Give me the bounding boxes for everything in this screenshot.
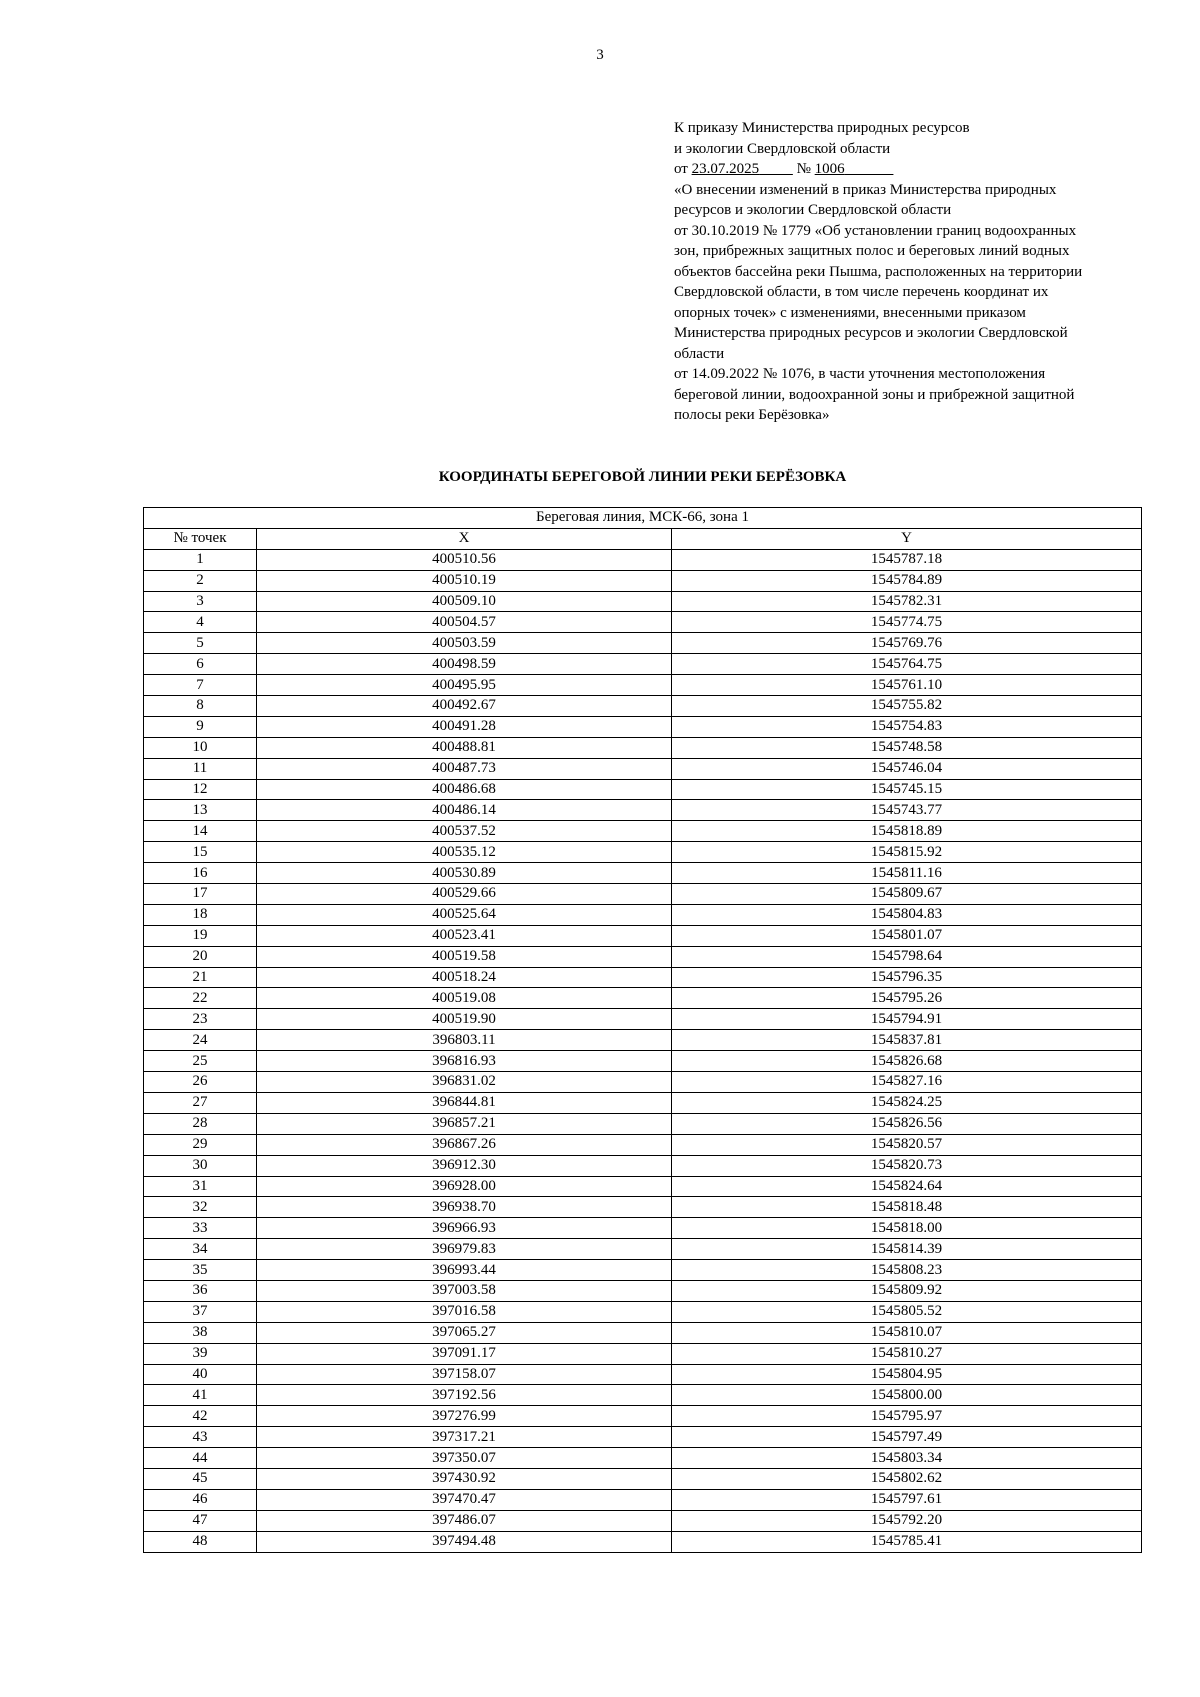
y-cell: 1545820.73 (672, 1155, 1142, 1176)
table-row (144, 1197, 1142, 1218)
y-cell: 1545764.75 (672, 654, 1142, 675)
y-cell: 1545818.00 (672, 1218, 1142, 1239)
x-cell: 400509.10 (257, 591, 672, 612)
x-cell: 397091.17 (257, 1343, 672, 1364)
table-row (144, 1531, 1142, 1552)
y-cell: 1545809.92 (672, 1280, 1142, 1301)
x-cell: 396803.11 (257, 1030, 672, 1051)
y-cell: 1545754.83 (672, 716, 1142, 737)
table-row (144, 633, 1142, 654)
y-cell: 1545801.07 (672, 925, 1142, 946)
point-number-cell: 21 (144, 967, 257, 988)
point-number-cell: 4 (144, 612, 257, 633)
table-row (144, 1092, 1142, 1113)
table-row (144, 1051, 1142, 1072)
x-cell: 397317.21 (257, 1427, 672, 1448)
x-cell: 400504.57 (257, 612, 672, 633)
x-cell: 400519.58 (257, 946, 672, 967)
point-number-cell: 38 (144, 1322, 257, 1343)
x-cell: 397276.99 (257, 1406, 672, 1427)
y-cell: 1545795.97 (672, 1406, 1142, 1427)
table-row (144, 1406, 1142, 1427)
y-cell: 1545797.61 (672, 1489, 1142, 1510)
table-row (144, 1343, 1142, 1364)
x-cell: 397065.27 (257, 1322, 672, 1343)
y-cell: 1545810.27 (672, 1343, 1142, 1364)
table-row (144, 946, 1142, 967)
point-number-cell: 42 (144, 1406, 257, 1427)
table-row (144, 779, 1142, 800)
point-number-cell: 41 (144, 1385, 257, 1406)
y-cell: 1545797.49 (672, 1427, 1142, 1448)
x-cell: 396979.83 (257, 1239, 672, 1260)
point-number-cell: 18 (144, 904, 257, 925)
point-number-cell: 28 (144, 1113, 257, 1134)
y-cell: 1545814.39 (672, 1239, 1142, 1260)
point-number-cell: 35 (144, 1260, 257, 1281)
point-number-cell: 6 (144, 654, 257, 675)
y-cell: 1545787.18 (672, 549, 1142, 570)
approval-body (674, 180, 1134, 426)
point-number-cell: 39 (144, 1343, 257, 1364)
x-cell: 400523.41 (257, 925, 672, 946)
point-number-cell: 15 (144, 842, 257, 863)
point-number-cell: 3 (144, 591, 257, 612)
approval-body-line: береговой линии, водоохранной зоны и прибрежной защитной (674, 386, 1075, 403)
table-row (144, 1260, 1142, 1281)
y-cell: 1545794.91 (672, 1009, 1142, 1030)
y-cell: 1545810.07 (672, 1322, 1142, 1343)
table-row (144, 1009, 1142, 1030)
point-number-cell: 44 (144, 1448, 257, 1469)
y-cell: 1545748.58 (672, 737, 1142, 758)
table-row (144, 904, 1142, 925)
x-cell: 400519.90 (257, 1009, 672, 1030)
header-point-number: № точек (144, 528, 257, 549)
y-cell: 1545745.15 (672, 779, 1142, 800)
approval-body-line: полосы реки Берёзовка» (674, 407, 830, 423)
table-row (144, 1489, 1142, 1510)
table-row (144, 1134, 1142, 1155)
x-cell: 396844.81 (257, 1092, 672, 1113)
number-prefix: № (796, 161, 815, 177)
table-row (144, 1427, 1142, 1448)
approval-line-1: К приказу Министерства природных ресурсов (674, 120, 970, 136)
point-number-cell: 9 (144, 716, 257, 737)
table-row (144, 1301, 1142, 1322)
x-cell: 400530.89 (257, 863, 672, 884)
x-cell: 400510.56 (257, 549, 672, 570)
y-cell: 1545811.16 (672, 863, 1142, 884)
x-cell: 400495.95 (257, 675, 672, 696)
approval-line-2: и экологии Свердловской области (674, 140, 891, 157)
point-number-cell: 40 (144, 1364, 257, 1385)
table-row (144, 988, 1142, 1009)
table-row (144, 1468, 1142, 1489)
y-cell: 1545796.35 (672, 967, 1142, 988)
table-row (144, 654, 1142, 675)
x-cell: 400498.59 (257, 654, 672, 675)
x-cell: 396816.93 (257, 1051, 672, 1072)
table-row (144, 1385, 1142, 1406)
y-cell: 1545795.26 (672, 988, 1142, 1009)
y-cell: 1545804.95 (672, 1364, 1142, 1385)
approval-body-line: от 14.09.2022 № 1076, в части уточнения местоположения (674, 366, 1046, 382)
table-caption-row (144, 508, 1142, 529)
y-cell: 1545774.75 (672, 612, 1142, 633)
x-cell: 396831.02 (257, 1072, 672, 1093)
table-row (144, 1072, 1142, 1093)
table-row (144, 1239, 1142, 1260)
x-cell: 396938.70 (257, 1197, 672, 1218)
table-row (144, 1510, 1142, 1531)
y-cell: 1545802.62 (672, 1468, 1142, 1489)
table-row (144, 675, 1142, 696)
table-row (144, 1364, 1142, 1385)
x-cell: 397016.58 (257, 1301, 672, 1322)
point-number-cell: 11 (144, 758, 257, 779)
x-cell: 400525.64 (257, 904, 672, 925)
point-number-cell: 10 (144, 737, 257, 758)
point-number-cell: 19 (144, 925, 257, 946)
y-cell: 1545755.82 (672, 696, 1142, 717)
point-number-cell: 14 (144, 821, 257, 842)
table-row (144, 737, 1142, 758)
point-number-cell: 48 (144, 1531, 257, 1552)
x-cell: 400537.52 (257, 821, 672, 842)
table-row (144, 612, 1142, 633)
approval-body-line: зон, прибрежных защитных полос и береговых линий водных (674, 243, 1070, 259)
y-cell: 1545798.64 (672, 946, 1142, 967)
table-row (144, 716, 1142, 737)
table-row (144, 1448, 1142, 1469)
x-cell: 400486.14 (257, 800, 672, 821)
point-number-cell: 24 (144, 1030, 257, 1051)
x-cell: 397003.58 (257, 1280, 672, 1301)
point-number-cell: 8 (144, 696, 257, 717)
approval-body-line: объектов бассейна реки Пышма, расположенных на территории (674, 263, 1083, 280)
table-row (144, 925, 1142, 946)
y-cell: 1545837.81 (672, 1030, 1142, 1051)
approval-body-line: «О внесении изменений в приказ Министерства природных (674, 181, 1057, 198)
y-cell: 1545805.52 (672, 1301, 1142, 1322)
x-cell: 397158.07 (257, 1364, 672, 1385)
point-number-cell: 32 (144, 1197, 257, 1218)
x-cell: 396928.00 (257, 1176, 672, 1197)
approval-body-line: Свердловской области, в том числе перечень координат их (674, 284, 1049, 300)
point-number-cell: 27 (144, 1092, 257, 1113)
x-cell: 396966.93 (257, 1218, 672, 1239)
point-number-cell: 23 (144, 1009, 257, 1030)
y-cell: 1545769.76 (672, 633, 1142, 654)
date-prefix: от (674, 161, 692, 177)
document-title: КООРДИНАТЫ БЕРЕГОВОЙ ЛИНИИ РЕКИ БЕРЁЗОВКА (438, 469, 847, 485)
approval-body-line: области (674, 345, 725, 362)
y-cell: 1545743.77 (672, 800, 1142, 821)
table-row (144, 591, 1142, 612)
table-row (144, 1155, 1142, 1176)
y-cell: 1545818.48 (672, 1197, 1142, 1218)
x-cell: 400529.66 (257, 884, 672, 905)
table-row (144, 758, 1142, 779)
point-number-cell: 43 (144, 1427, 257, 1448)
y-cell: 1545820.57 (672, 1134, 1142, 1155)
x-cell: 397470.47 (257, 1489, 672, 1510)
table-header-row (144, 528, 1142, 549)
point-number-cell: 29 (144, 1134, 257, 1155)
x-cell: 397494.48 (257, 1531, 672, 1552)
point-number-cell: 13 (144, 800, 257, 821)
point-number-cell: 16 (144, 863, 257, 884)
x-cell: 400503.59 (257, 633, 672, 654)
header-y: Y (672, 528, 1142, 549)
y-cell: 1545824.25 (672, 1092, 1142, 1113)
order-number: 1006 (814, 161, 845, 177)
point-number-cell: 22 (144, 988, 257, 1009)
point-number-cell: 26 (144, 1072, 257, 1093)
x-cell: 397486.07 (257, 1510, 672, 1531)
y-cell: 1545824.64 (672, 1176, 1142, 1197)
point-number-cell: 33 (144, 1218, 257, 1239)
point-number-cell: 17 (144, 884, 257, 905)
table-row (144, 549, 1142, 570)
table-row (144, 800, 1142, 821)
x-cell: 400518.24 (257, 967, 672, 988)
point-number-cell: 34 (144, 1239, 257, 1260)
y-cell: 1545785.41 (672, 1531, 1142, 1552)
header-x: X (257, 528, 672, 549)
y-cell: 1545784.89 (672, 570, 1142, 591)
point-number-cell: 37 (144, 1301, 257, 1322)
x-cell: 400519.08 (257, 988, 672, 1009)
point-number-cell: 46 (144, 1489, 257, 1510)
y-cell: 1545804.83 (672, 904, 1142, 925)
point-number-cell: 45 (144, 1468, 257, 1489)
point-number-cell: 30 (144, 1155, 257, 1176)
x-cell: 397350.07 (257, 1448, 672, 1469)
y-cell: 1545826.56 (672, 1113, 1142, 1134)
point-number-cell: 1 (144, 549, 257, 570)
table-row (144, 1030, 1142, 1051)
approval-body-line: Министерства природных ресурсов и экологии Свердловской (674, 325, 1068, 341)
x-cell: 396912.30 (257, 1155, 672, 1176)
x-cell: 400488.81 (257, 737, 672, 758)
point-number-cell: 5 (144, 633, 257, 654)
x-cell: 397430.92 (257, 1468, 672, 1489)
approval-block (674, 118, 1134, 426)
point-number-cell: 12 (144, 779, 257, 800)
page-number: 3 (596, 47, 604, 63)
x-cell: 400510.19 (257, 570, 672, 591)
table-row (144, 570, 1142, 591)
x-cell: 396857.21 (257, 1113, 672, 1134)
table-row (144, 967, 1142, 988)
x-cell: 396993.44 (257, 1260, 672, 1281)
table-row (144, 696, 1142, 717)
approval-body-line: от 30.10.2019 № 1779 «Об установлении границ водоохранных (674, 222, 1077, 239)
y-cell: 1545826.68 (672, 1051, 1142, 1072)
x-cell: 400535.12 (257, 842, 672, 863)
table-row (144, 1176, 1142, 1197)
table-row (144, 821, 1142, 842)
order-date: 23.07.2025 (691, 161, 760, 177)
y-cell: 1545827.16 (672, 1072, 1142, 1093)
approval-date-number-line (674, 159, 1134, 180)
x-cell: 400487.73 (257, 758, 672, 779)
x-cell: 397192.56 (257, 1385, 672, 1406)
coordinates-table (143, 507, 1142, 1553)
point-number-cell: 31 (144, 1176, 257, 1197)
table-row (144, 1113, 1142, 1134)
y-cell: 1545815.92 (672, 842, 1142, 863)
x-cell: 400491.28 (257, 716, 672, 737)
point-number-cell: 36 (144, 1280, 257, 1301)
point-number-cell: 2 (144, 570, 257, 591)
point-number-cell: 25 (144, 1051, 257, 1072)
table-row (144, 1322, 1142, 1343)
y-cell: 1545792.20 (672, 1510, 1142, 1531)
y-cell: 1545746.04 (672, 758, 1142, 779)
y-cell: 1545809.67 (672, 884, 1142, 905)
y-cell: 1545818.89 (672, 821, 1142, 842)
point-number-cell: 7 (144, 675, 257, 696)
table-row (144, 884, 1142, 905)
point-number-cell: 20 (144, 946, 257, 967)
point-number-cell: 47 (144, 1510, 257, 1531)
table-caption: Береговая линия, МСК-66, зона 1 (144, 508, 1142, 529)
coordinates-table-body (144, 549, 1142, 1552)
approval-body-line: ресурсов и экологии Свердловской области (674, 202, 952, 218)
table-row (144, 863, 1142, 884)
x-cell: 396867.26 (257, 1134, 672, 1155)
table-row (144, 1280, 1142, 1301)
x-cell: 400492.67 (257, 696, 672, 717)
table-row (144, 842, 1142, 863)
x-cell: 400486.68 (257, 779, 672, 800)
approval-body-line: опорных точек» с изменениями, внесенными приказом (674, 304, 1026, 321)
y-cell: 1545808.23 (672, 1260, 1142, 1281)
table-row (144, 1218, 1142, 1239)
y-cell: 1545803.34 (672, 1448, 1142, 1469)
y-cell: 1545761.10 (672, 675, 1142, 696)
y-cell: 1545782.31 (672, 591, 1142, 612)
y-cell: 1545800.00 (672, 1385, 1142, 1406)
